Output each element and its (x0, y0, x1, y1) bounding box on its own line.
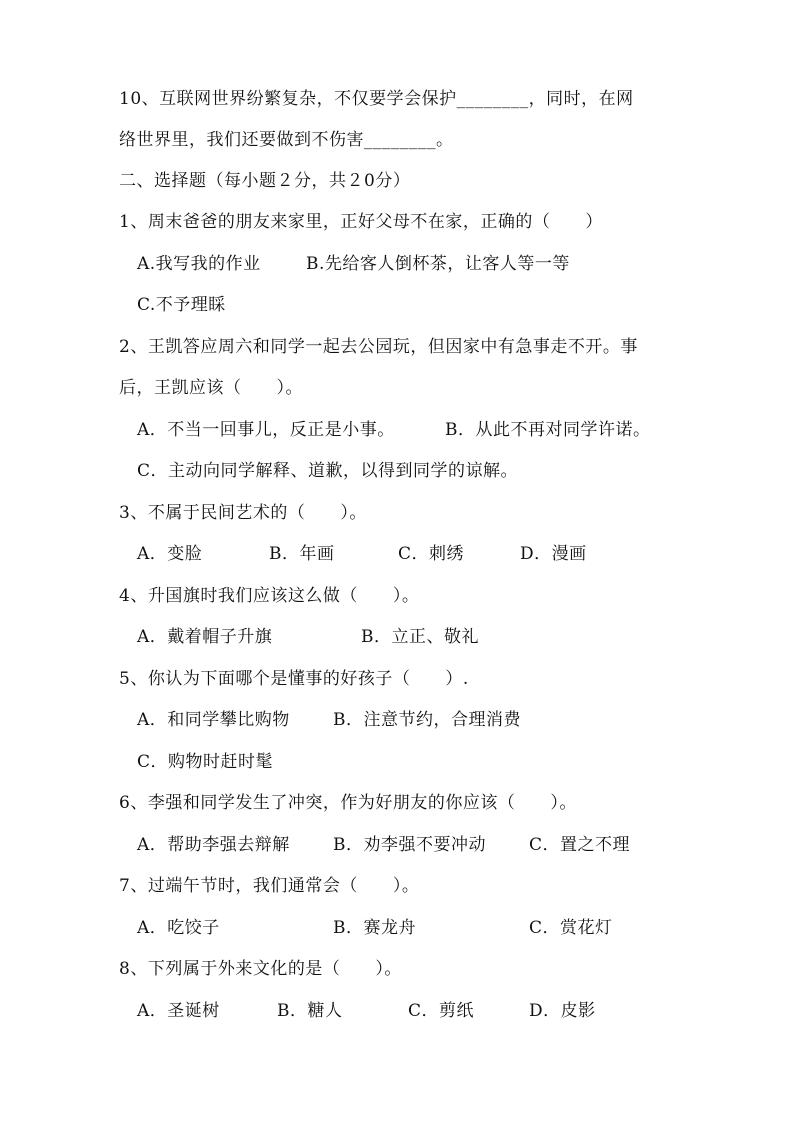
option-5b: B．注意节约，合理消费 (333, 710, 521, 730)
option-1c: C.不予理睬 (137, 295, 226, 315)
option-3d: D．漫画 (520, 544, 587, 564)
option-4a: A．戴着帽子升旗 (137, 627, 273, 647)
option-5a: A．和同学攀比购物 (137, 710, 290, 730)
question-stem-4: 4、升国旗时我们应该这么做（ ）。 (119, 586, 420, 606)
option-4b: B．立正、敬礼 (361, 627, 479, 647)
question-stem-1: 1、周末爸爸的朋友来家里，正好父母不在家，正确的（ ） (119, 212, 603, 232)
question-stem-5: 5、你认为下面哪个是懂事的好孩子（ ）. (119, 669, 469, 689)
q10-line-1: 10、互联网世界纷繁复杂，不仅要学会保护________，同时，在网 (119, 89, 634, 109)
option-7a: A．吃饺子 (137, 918, 220, 938)
option-7b: B．赛龙舟 (333, 918, 416, 938)
option-6b: B．劝李强不要冲动 (333, 835, 486, 855)
question-stem-6: 6、李强和同学发生了冲突，作为好朋友的你应该（ ）。 (119, 793, 577, 813)
option-1b: B.先给客人倒杯茶，让客人等一等 (306, 254, 570, 274)
question-stem-2-line-1: 2、王凯答应周六和同学一起去公园玩，但因家中有急事走不开。事 (119, 337, 638, 357)
option-6a: A．帮助李强去辩解 (137, 835, 290, 855)
question-stem-3: 3、不属于民间艺术的（ ）。 (119, 503, 367, 523)
option-3b: B．年画 (269, 544, 335, 564)
option-2a: A．不当一回事儿，反正是小事。 (137, 420, 395, 440)
section-title: 二、选择题（每小题２分，共２0分） (119, 171, 411, 191)
option-3a: A．变脸 (137, 544, 203, 564)
option-8a: A．圣诞树 (137, 1001, 220, 1021)
option-7c: C．赏花灯 (529, 918, 613, 938)
option-6c: C．置之不理 (529, 835, 631, 855)
option-2b: B．从此不再对同学许诺。 (445, 420, 651, 440)
q10-line-2: 络世界里，我们还要做到不伤害________。 (119, 130, 454, 150)
option-2c: C．主动向同学解释、道歉，以得到同学的谅解。 (137, 461, 519, 481)
option-8b: B．糖人 (277, 1001, 343, 1021)
question-stem-8: 8、下列属于外来文化的是（ ）。 (119, 959, 402, 979)
option-8c: C．剪纸 (408, 1001, 475, 1021)
option-3c: C．刺绣 (398, 544, 465, 564)
question-stem-7: 7、过端午节时，我们通常会（ ）。 (119, 876, 420, 896)
option-5c: C．购物时赶时髦 (137, 752, 274, 772)
question-stem-2-line-2: 后，王凯应该（ ）。 (119, 378, 303, 398)
option-8d: D．皮影 (529, 1001, 596, 1021)
option-1a: A.我写我的作业 (137, 254, 261, 274)
